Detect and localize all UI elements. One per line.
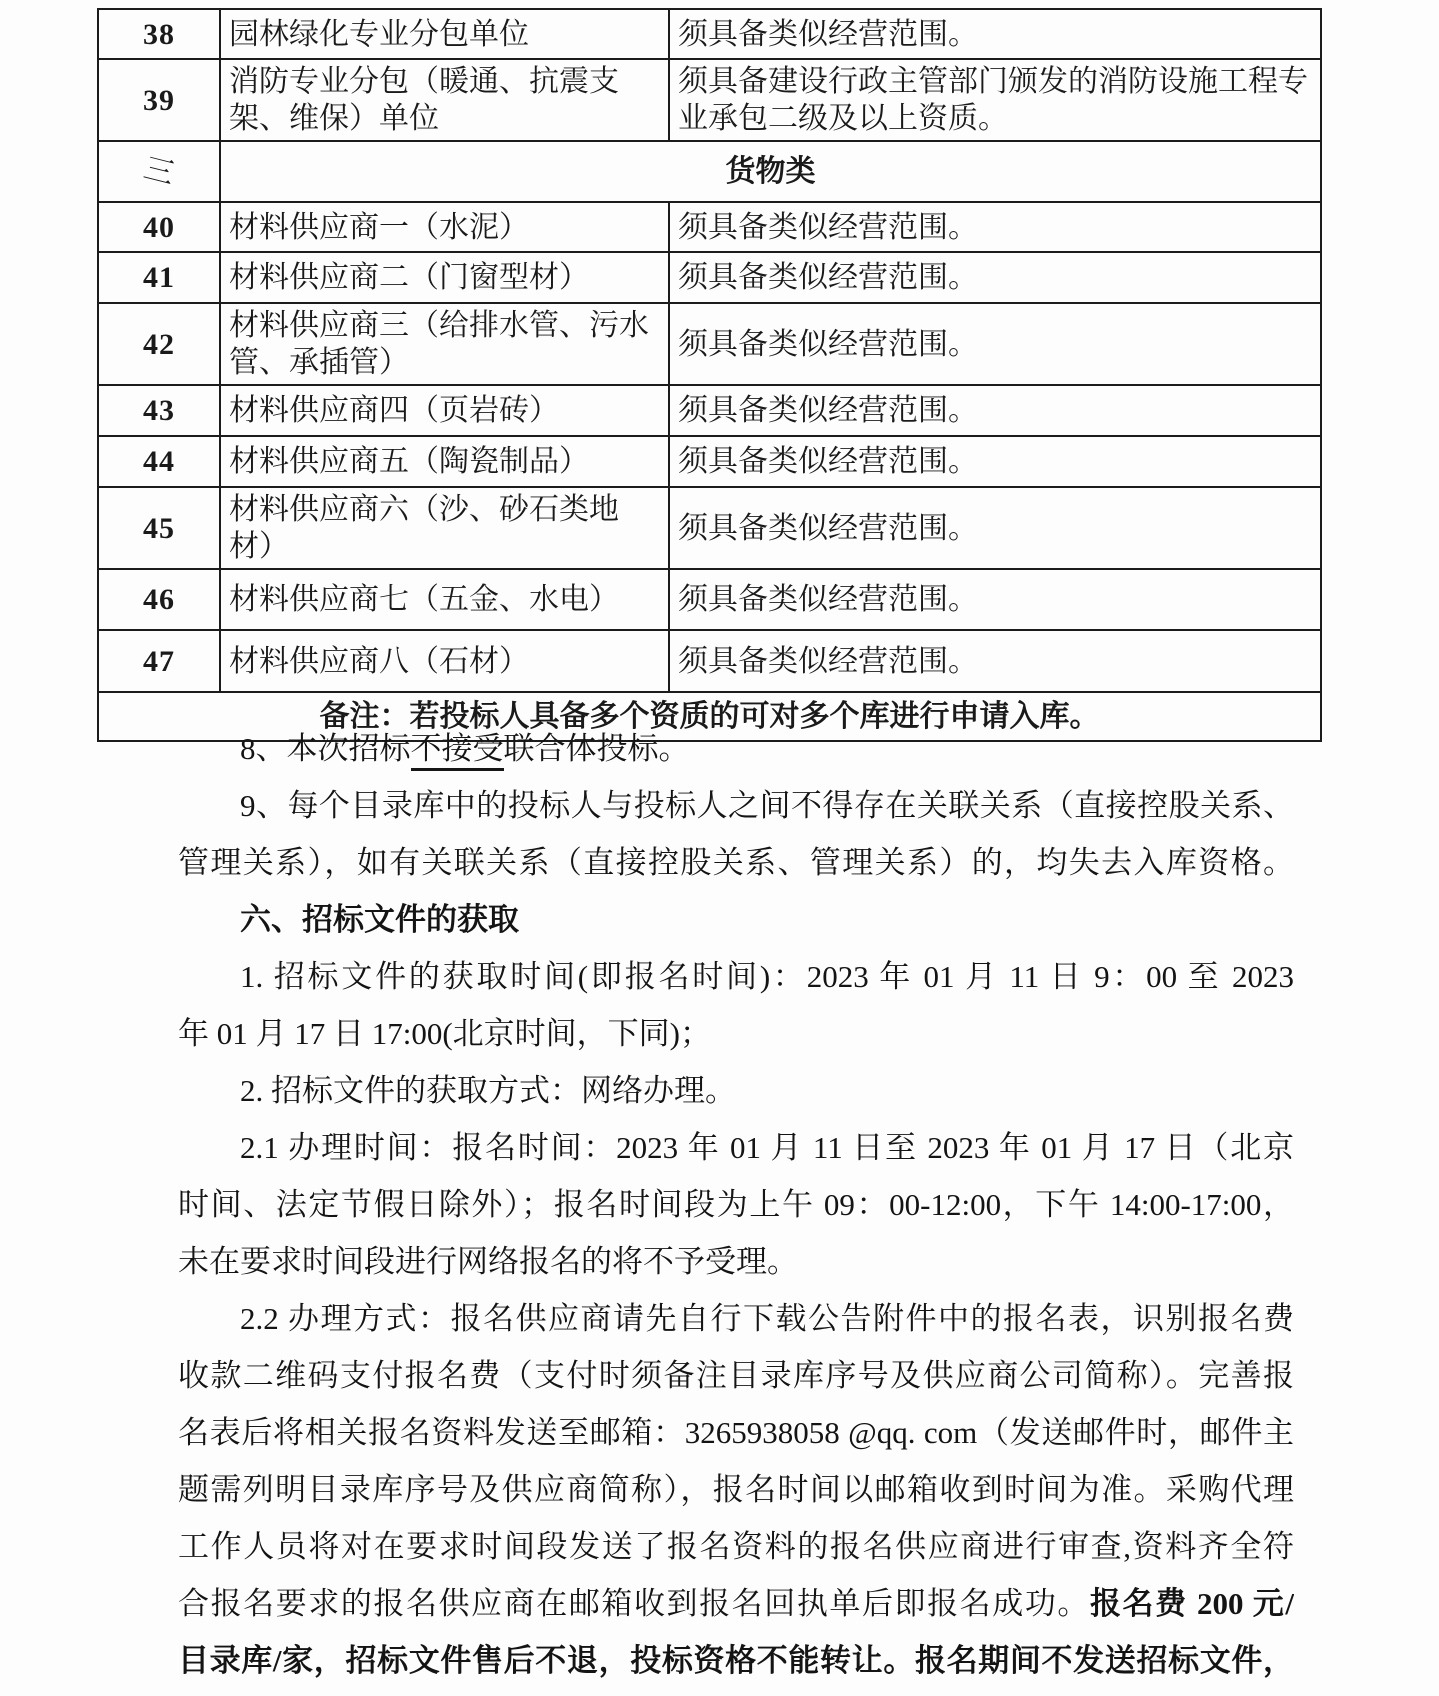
package-name-cell: 材料供应商七（五金、水电）: [220, 569, 669, 630]
row-number-cell: 38: [98, 9, 220, 59]
text-segment: 收款二维码支付报名费（支付时须备注目录库序号及供应商公司简称）。完善报: [178, 1358, 1294, 1393]
body-line: [178, 777, 1294, 834]
category-label-cell: 货物类: [220, 141, 1321, 202]
requirement-cell: 须具备类似经营范围。: [669, 303, 1321, 385]
body-text: [178, 720, 1294, 1689]
text-segment: 未在要求时间段进行网络报名的将不予受理。: [178, 1244, 798, 1279]
text-segment: 联合体投标。: [503, 731, 690, 766]
text-segment: 管理关系），如有关联关系（直接控股关系、管理关系）的，均失去入库资格。: [178, 845, 1294, 880]
requirement-cell: 须具备类似经营范围。: [669, 385, 1321, 436]
body-line: [178, 1461, 1294, 1518]
row-number-cell: 43: [98, 385, 220, 436]
requirement-cell: 须具备类似经营范围。: [669, 252, 1321, 303]
table-row: [98, 487, 1321, 569]
text-segment: 2. 招标文件的获取方式：网络办理。: [240, 1073, 736, 1108]
body-line: [178, 1005, 1294, 1062]
text-segment: 2.2 办理方式：报名供应商请先自行下载公告附件中的报名表，识别报名费: [240, 1301, 1294, 1336]
text-segment: 目录库/家，招标文件售后不退，投标资格不能转让。报名期间不发送招标文件，: [178, 1643, 1294, 1678]
category-index-label: 三: [139, 151, 179, 192]
package-name-cell: 材料供应商一（水泥）: [220, 202, 669, 252]
body-line: [178, 948, 1294, 1005]
text-segment: 1. 招标文件的获取时间(即报名时间)：2023 年 01 月 11 日 9：00 至 2023: [240, 959, 1294, 994]
requirement-cell: 须具备类似经营范围。: [669, 569, 1321, 630]
text-segment: 9、每个目录库中的投标人与投标人之间不得存在关联关系（直接控股关系、: [240, 788, 1294, 823]
text-segment: 合报名要求的报名供应商在邮箱收到报名回执单后即报名成功。: [178, 1586, 1090, 1621]
row-number-cell: 45: [98, 487, 220, 569]
text-segment: 工作人员将对在要求时间段发送了报名资料的报名供应商进行审查,资料齐全符: [178, 1529, 1294, 1564]
text-segment: 时间、法定节假日除外）；报名时间段为上午 09：00-12:00，下午 14:00-17:00，: [178, 1187, 1294, 1222]
underlined-text-segment: 不接受: [411, 731, 504, 771]
table-row: [98, 436, 1321, 487]
body-line: [178, 1290, 1294, 1347]
body-line: [178, 1119, 1294, 1176]
requirement-cell: 须具备建设行政主管部门颁发的消防设施工程专业承包二级及以上资质。: [669, 59, 1321, 141]
qualification-table-body: [98, 9, 1321, 741]
text-segment: 8、本次招标: [240, 731, 411, 766]
requirement-cell: 须具备类似经营范围。: [669, 436, 1321, 487]
row-number-cell: 39: [98, 59, 220, 141]
row-number-cell: 40: [98, 202, 220, 252]
table-row: [98, 59, 1321, 141]
table-row: [98, 385, 1321, 436]
package-name-cell: 材料供应商六（沙、砂石类地材）: [220, 487, 669, 569]
body-line: [178, 891, 1294, 948]
package-name-cell: 园林绿化专业分包单位: [220, 9, 669, 59]
table-row: [98, 303, 1321, 385]
requirement-cell: 须具备类似经营范围。: [669, 9, 1321, 59]
requirement-cell: 须具备类似经营范围。: [669, 202, 1321, 252]
table-row: [98, 9, 1321, 59]
category-row: [98, 141, 1321, 202]
text-segment: 名表后将相关报名资料发送至邮箱：3265938058 @qq. com（发送邮件时，邮件主: [178, 1415, 1294, 1450]
body-line: [178, 1404, 1294, 1461]
body-line: [178, 1176, 1294, 1233]
table-row: [98, 569, 1321, 630]
package-name-cell: 材料供应商五（陶瓷制品）: [220, 436, 669, 487]
row-number-cell: 42: [98, 303, 220, 385]
category-index-cell: [98, 141, 220, 202]
remark-cell: 备注：若投标人具备多个资质的可对多个库进行申请入库。: [98, 692, 1321, 741]
body-line: [178, 1575, 1294, 1632]
row-number-cell: 46: [98, 569, 220, 630]
table-row: [98, 630, 1321, 692]
body-line: [178, 1347, 1294, 1404]
text-segment: 年 01 月 17 日 17:00(北京时间，下同)；: [178, 1016, 712, 1051]
package-name-cell: 材料供应商三（给排水管、污水管、承插管）: [220, 303, 669, 385]
package-name-cell: 材料供应商八（石材）: [220, 630, 669, 692]
body-line: [178, 834, 1294, 891]
package-name-cell: 材料供应商二（门窗型材）: [220, 252, 669, 303]
body-line: [178, 1632, 1294, 1689]
requirement-cell: 须具备类似经营范围。: [669, 630, 1321, 692]
body-line: [178, 1233, 1294, 1290]
text-segment: 六、招标文件的获取: [240, 902, 519, 937]
body-line: [178, 1518, 1294, 1575]
table-row: [98, 202, 1321, 252]
text-segment: 2.1 办理时间：报名时间：2023 年 01 月 11 日至 2023 年 01 月 17 日（北京: [240, 1130, 1294, 1165]
package-name-cell: 消防专业分包（暖通、抗震支架、维保）单位: [220, 59, 669, 141]
text-segment: 题需列明目录库序号及供应商简称），报名时间以邮箱收到时间为准。采购代理: [178, 1472, 1294, 1507]
qualification-table: [97, 8, 1322, 742]
body-line: [178, 720, 1294, 777]
requirement-cell: 须具备类似经营范围。: [669, 487, 1321, 569]
table-row: [98, 252, 1321, 303]
text-segment: 报名费 200 元/: [1089, 1586, 1294, 1621]
row-number-cell: 44: [98, 436, 220, 487]
row-number-cell: 41: [98, 252, 220, 303]
row-number-cell: 47: [98, 630, 220, 692]
body-line: [178, 1062, 1294, 1119]
package-name-cell: 材料供应商四（页岩砖）: [220, 385, 669, 436]
